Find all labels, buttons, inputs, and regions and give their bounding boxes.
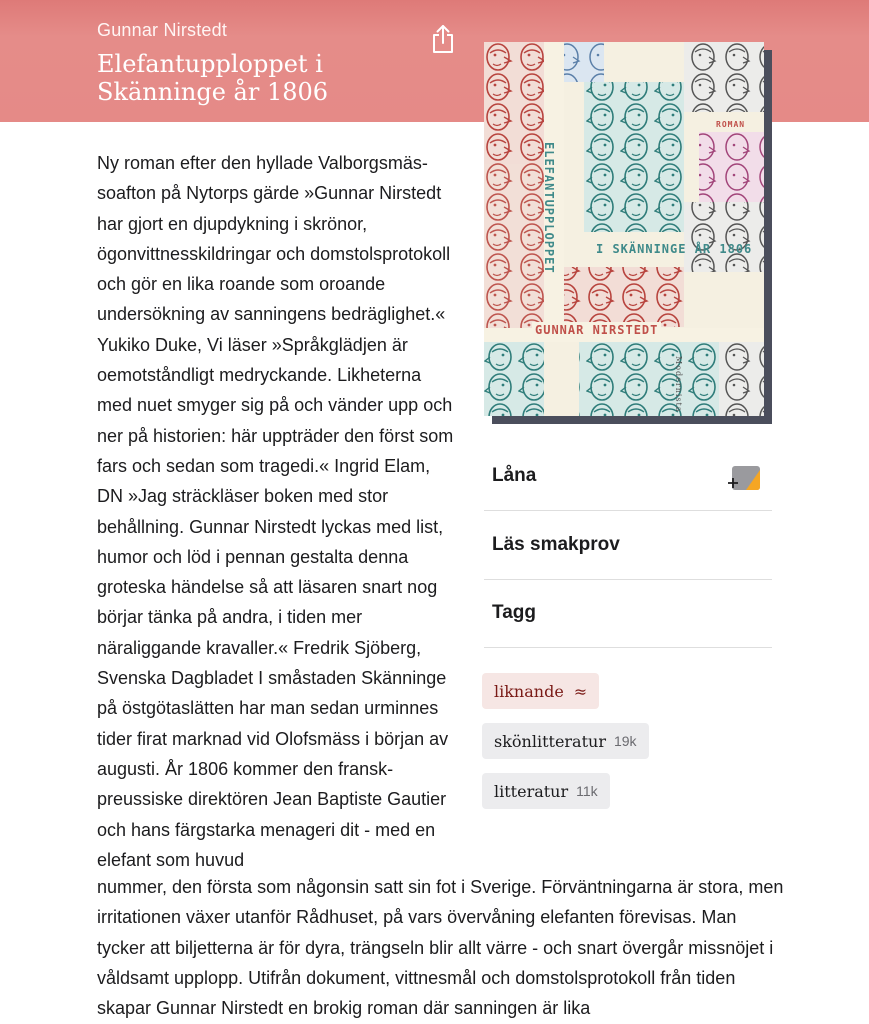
- tag-literature-label: litteratur: [494, 781, 569, 801]
- read-sample-label: Läs smakprov: [492, 534, 620, 555]
- similar-icon: ≈: [573, 681, 588, 701]
- read-sample-button[interactable]: [484, 511, 772, 580]
- tags-label: Tagg: [492, 602, 536, 623]
- tag-fiction[interactable]: [482, 723, 649, 759]
- cover-spine-title: ELEFANTUPPLOPPET: [542, 142, 556, 274]
- tags-header[interactable]: [484, 579, 772, 648]
- book-title: Elefantupploppet i Skänninge år 1806: [97, 50, 329, 106]
- tag-similar[interactable]: [482, 673, 599, 709]
- tag-literature-count: 11k: [576, 783, 598, 799]
- borrow-label: Låna: [492, 465, 537, 486]
- book-cover[interactable]: [484, 42, 764, 416]
- book-description-continued: nummer, den första som någonsin satt sin fot i Sverige. Förväntningarna är stora, men irritationen växer utanför Rådhuset, på vars övervåning elefanten förevisas. Man tycker att biljetterna är för dyra, trängseln blir allt värre - och snart övergår missnöjet i våldsamt upplopp. Utifrån dokument, vittnesmål och domstolsprotokoll från tiden skapar Gunnar Nirstedt en brokig roman där sanningen är lika: [97, 877, 784, 1019]
- cover-artwork: [484, 42, 764, 416]
- cover-author: GUNNAR NIRSTEDT: [532, 322, 661, 338]
- cover-publisher: Modernista: [674, 356, 683, 413]
- tag-literature[interactable]: [482, 773, 610, 809]
- book-description: Ny roman efter den hyllade Valborgsmässoafton på Nytorps gärde »Gunnar Nirstedt har gjort en djupdykning i skrönor, ögonvittnesskildringar och domstolsprotokoll och gör en lika roande som oroande undersökning av sanningens bedräglighet.« Yukiko Duke, Vi läser »Språkglädjen är oemotståndligt medryckande. Likheterna med nuet smyger sig på och vänder upp och ner på historien: här uppträder den först som fars och sedan som tragedi.« Ingrid Elam, DN »Jag sträckläser boken med stor behållning. Gunnar Nirstedt lyckas med list, humor och löd i pennan gestalta denna groteska händelse så att läsaren snart nog börjar tänka på andra, i tiden mer näraliggande kravaller.« Fredrik Sjöberg, Svenska Dagbladet I småstaden Skänninge på östgötaslätten har man sedan urminnes tider firat marknad vid Olofsmäss i början av augusti. År 1806 kommer den fransk-preussiske direktören Jean Baptiste Gautier och hans färgstarka menageri dit - med en elefant som huvud: [97, 153, 454, 870]
- book-author[interactable]: Gunnar Nirstedt: [97, 20, 228, 40]
- borrow-button[interactable]: [484, 442, 772, 511]
- add-to-shelf-icon[interactable]: [726, 462, 762, 492]
- tag-fiction-label: skönlitteratur: [494, 731, 606, 751]
- tag-similar-label: liknande: [494, 681, 564, 701]
- cover-genre: ROMAN: [716, 120, 746, 129]
- share-icon[interactable]: [431, 24, 455, 54]
- cover-subtitle: I SKÄNNINGE ÅR 1806: [596, 242, 753, 256]
- tag-fiction-count: 19k: [613, 733, 637, 749]
